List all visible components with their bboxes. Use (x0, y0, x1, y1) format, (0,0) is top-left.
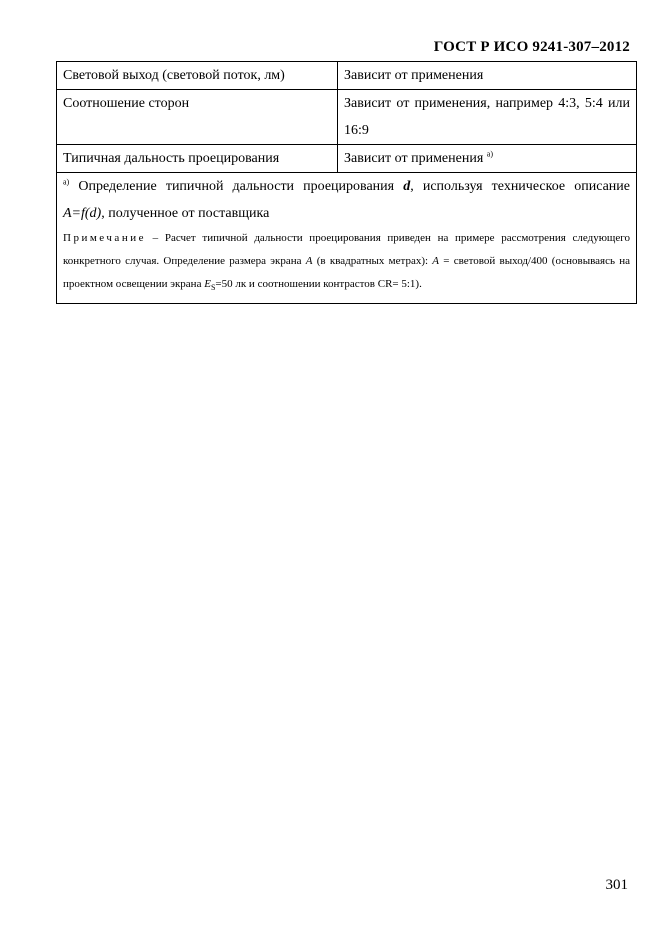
footnote-part: Определение типичной дальности проецирования (69, 179, 404, 194)
note-part: = световой выход/400 (основываясь на проектном освещении экрана (63, 255, 630, 290)
note-part: Расчет типичной дальности проецирования приведен на примере рассмотрения следующего конкретного случая. Определение размера экрана (63, 232, 631, 267)
footnote-part: , полученное от поставщика (101, 206, 270, 221)
value-cell (338, 62, 637, 90)
value-cell: Зависит от применения, например 4:3, 5:4 или 16:9 (338, 90, 637, 145)
note-dash: – (145, 232, 165, 244)
value-text: Зависит от применения (344, 151, 484, 166)
note-part: (в квадратных метрах): (312, 255, 433, 267)
variable-e: E (204, 278, 211, 290)
parameter-cell: Световой выход (световой поток, лм) (57, 62, 338, 90)
parameter-cell: Типичная дальность проецирования (57, 145, 338, 173)
table-row (57, 173, 637, 304)
footnote-marker: a) (63, 177, 70, 187)
note-label: Примечание (63, 232, 146, 244)
formula: A=f(d) (63, 206, 102, 221)
footnote-text (63, 173, 630, 227)
value-cell (338, 145, 637, 173)
footnote-cell (57, 173, 637, 304)
table-row (57, 62, 637, 90)
footnote-part: , используя техническое описание (410, 179, 630, 194)
note-text (63, 227, 630, 299)
footnote-ref: a) (486, 149, 493, 159)
table-row (57, 145, 637, 173)
parameter-cell: Соотношение сторон (57, 90, 338, 145)
value-text: Зависит от применения (344, 68, 484, 83)
variable-a: A (305, 255, 313, 267)
specification-table (56, 61, 637, 304)
note-part: =50 лк и соотношении контрастов CR= 5:1). (215, 278, 422, 290)
page-number: 301 (605, 877, 628, 893)
table-row (57, 90, 637, 145)
variable-a: A (432, 255, 440, 267)
variable-e-subscript: S (210, 283, 216, 293)
document-header: ГОСТ Р ИСО 9241-307–2012 (433, 39, 630, 55)
variable-d: d (403, 179, 411, 194)
